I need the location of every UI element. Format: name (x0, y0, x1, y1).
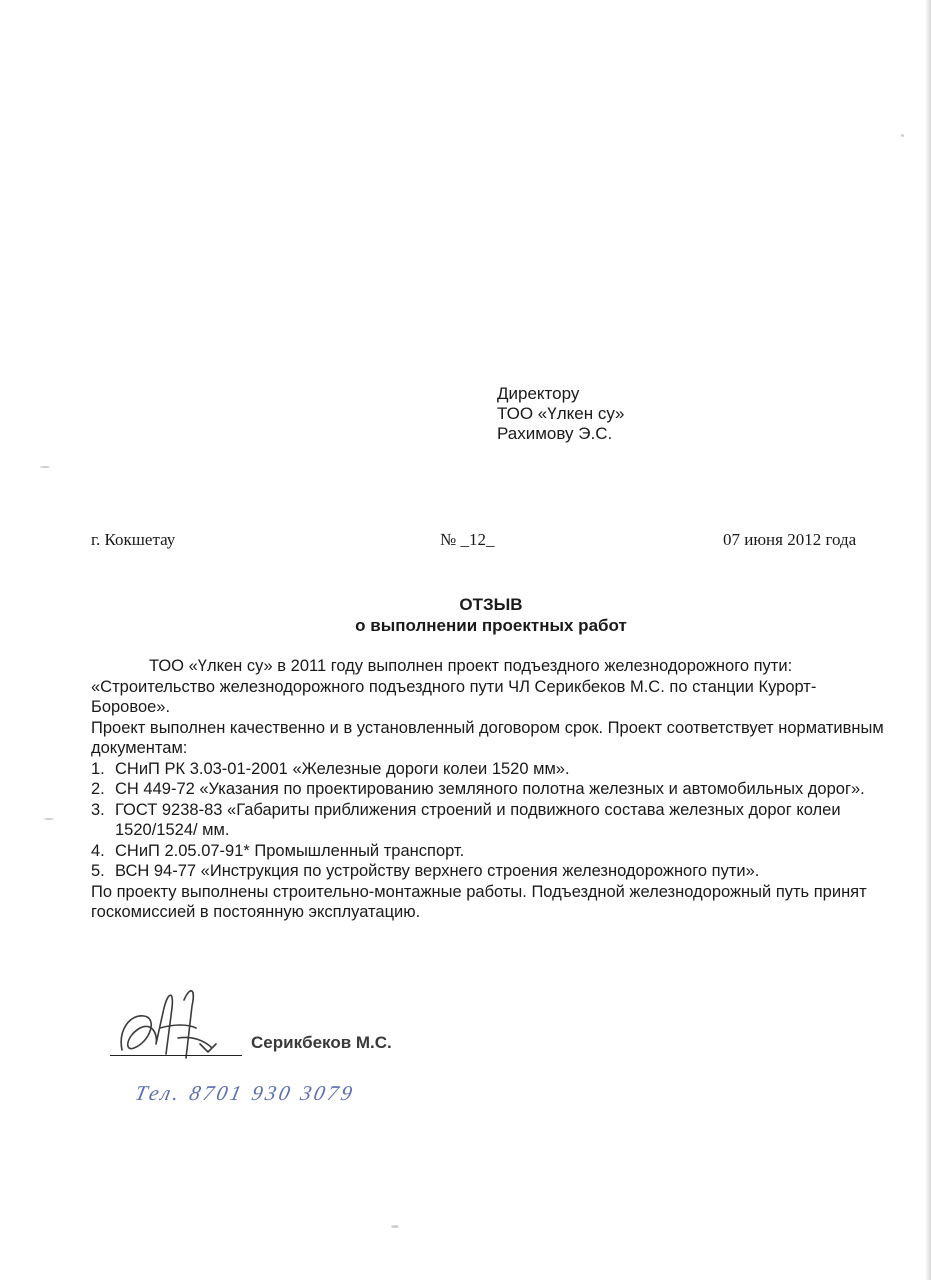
signer-name: Серикбеков М.С. (251, 1033, 392, 1052)
signature-stroke (121, 991, 216, 1058)
closing-paragraph: По проекту выполнены строительно-монтажные работы. Подъездной железнодорожный путь принят госкомиссией в постоянную эксплуатацию. (91, 882, 867, 921)
list-item (91, 861, 891, 882)
list-item (91, 759, 891, 780)
list-item-text: СНиП 2.05.07-91* Промышленный транспорт. (115, 841, 465, 860)
addressee-company: ТОО «Үлкен су» (497, 404, 625, 423)
title-main: ОТЗЫВ (459, 595, 523, 614)
list-item (91, 779, 891, 800)
signature-line (110, 1055, 242, 1056)
handwritten-phone-text: Тел. 8701 930 3079 (132, 1081, 358, 1105)
document-title (91, 594, 891, 636)
list-item-text: ГОСТ 9238-83 «Габариты приближения строений и подвижного состава железных дорог колеи 1520/1524/ мм. (115, 800, 841, 839)
document-body (91, 656, 891, 923)
addressee-title: Директору (497, 384, 580, 403)
addressee-block (497, 384, 624, 444)
scan-speck (901, 134, 904, 137)
list-item-number: 1. (91, 759, 105, 778)
scan-speck (391, 1225, 399, 1228)
city: г. Кокшетау (91, 530, 176, 549)
list-item-text: СНиП РК 3.03-01-2001 «Железные дороги колеи 1520 мм». (115, 759, 570, 778)
scan-speck (44, 818, 54, 820)
list-item (91, 841, 891, 862)
addressee-name: Рахимову Э.С. (497, 424, 613, 443)
list-item-number: 2. (91, 780, 105, 798)
list-item (91, 800, 891, 841)
list-item-number: 3. (91, 800, 105, 819)
signature-image (100, 978, 250, 1070)
list-item-number: 4. (91, 841, 105, 860)
quality-paragraph: Проект выполнен качественно и в установленный договором срок. Проект соответствует нормативным документам: (91, 718, 884, 757)
intro-paragraph: ТОО «Үлкен су» в 2011 году выполнен проект подъездного железнодорожного пути: «Строительство железнодорожного подъездного пути ЧЛ Серикбеков М.С. по станции Курорт-Боровое». (91, 657, 817, 716)
scan-speck (40, 466, 50, 468)
list-item-text: ВСН 94-77 «Инструкция по устройству верхнего строения железнодорожного пути». (115, 862, 760, 880)
document-number: № _12_ (440, 530, 495, 549)
title-sub: о выполнении проектных работ (355, 616, 627, 635)
list-item-text: СН 449-72 «Указания по проектированию земляного полотна железных и автомобильных дорог». (115, 780, 865, 798)
list-item-number: 5. (91, 862, 105, 880)
document-date: 07 июня 2012 года (723, 530, 857, 549)
handwritten-phone-image (130, 1072, 390, 1112)
scan-edge-shadow (925, 0, 931, 1280)
